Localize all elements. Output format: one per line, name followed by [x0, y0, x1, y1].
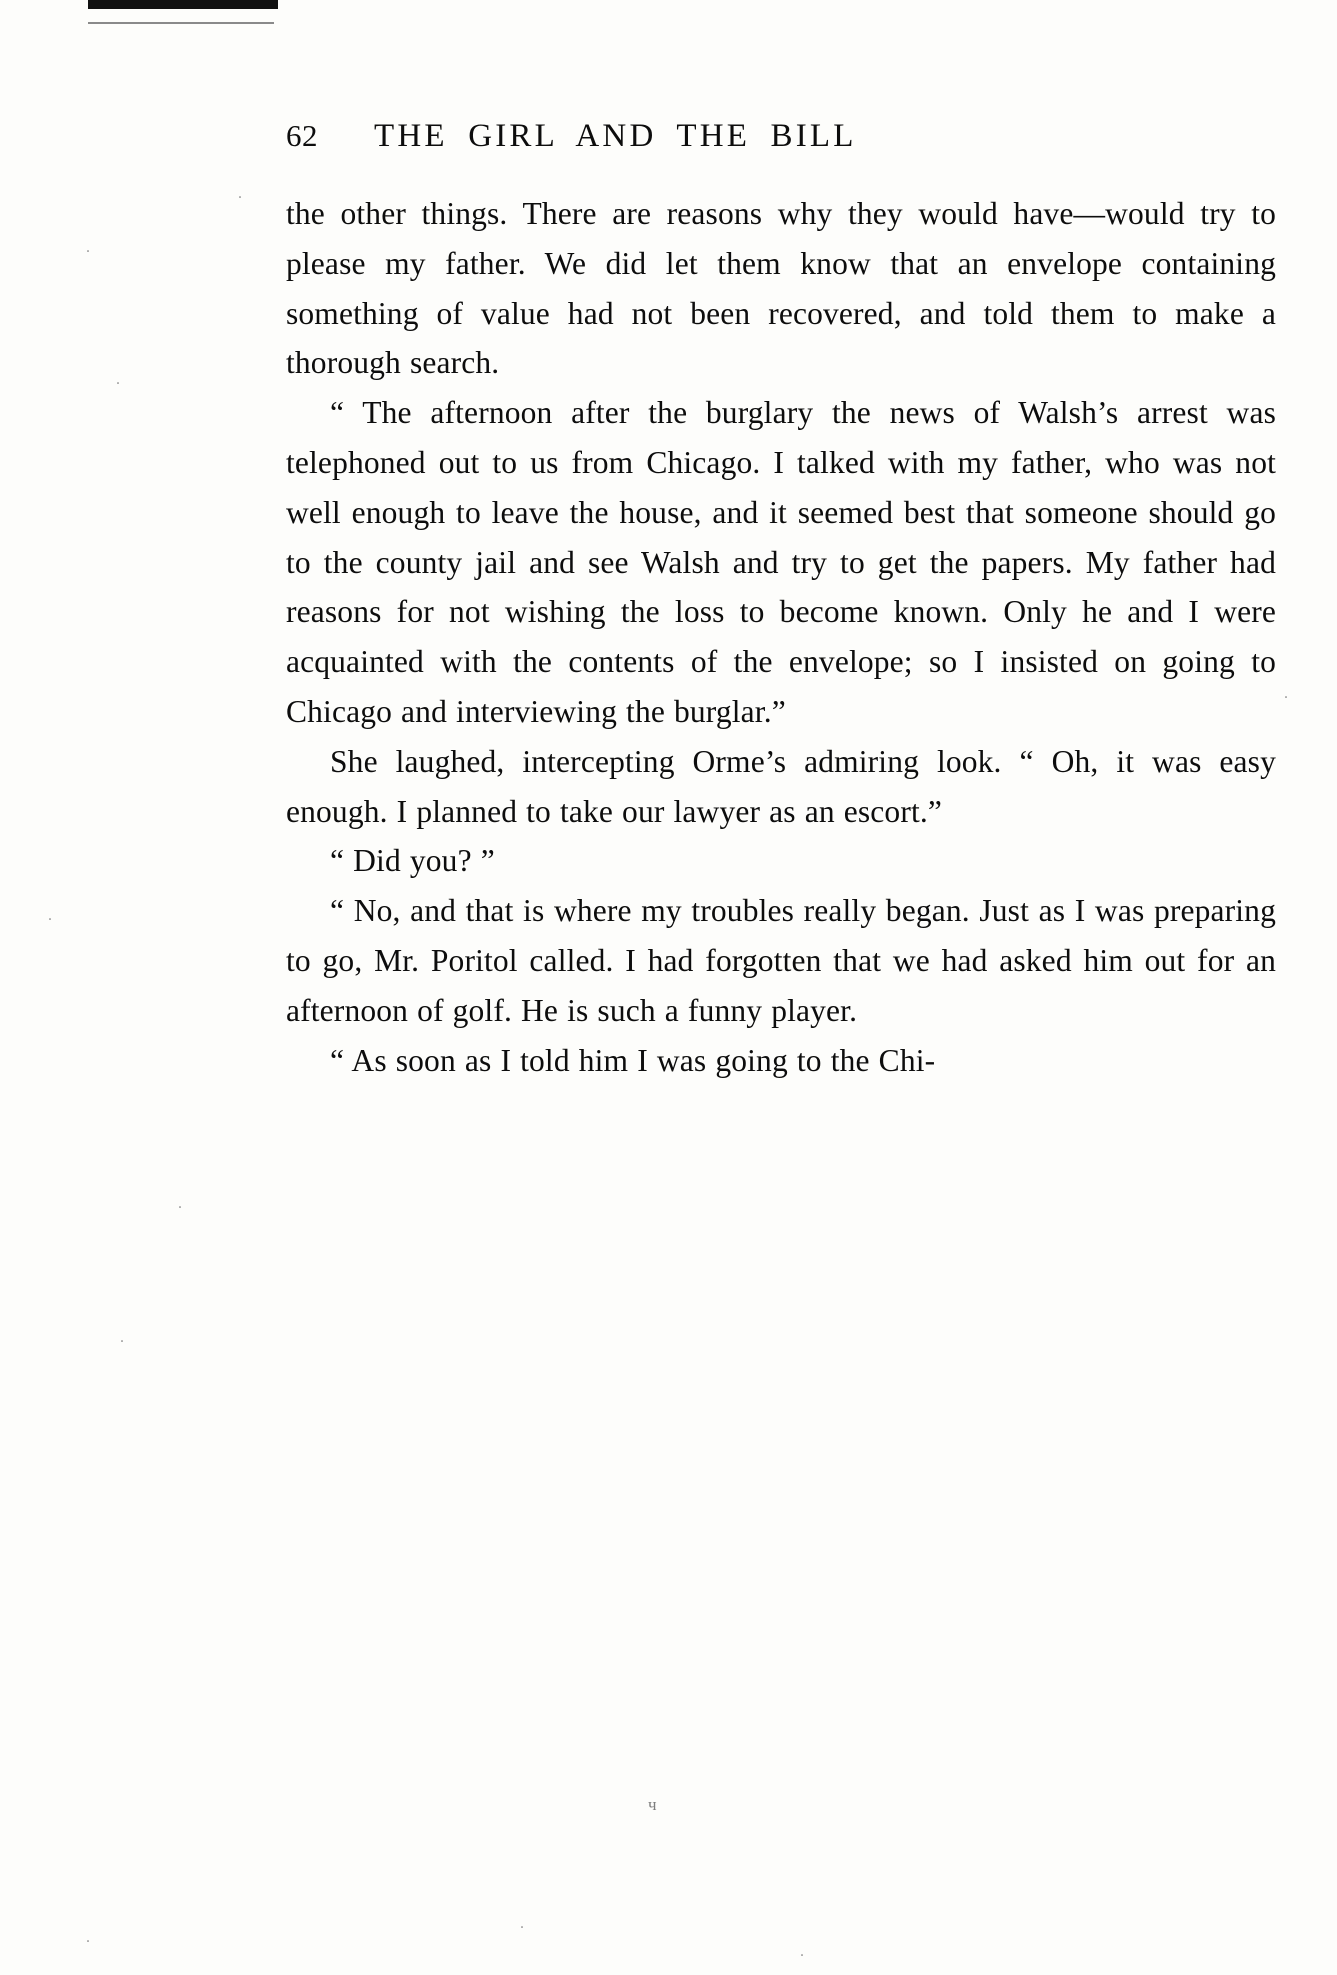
paragraph: “ No, and that is where my troubles really began. Just as I was preparing to go, Mr. Poritol called. I had forgotten that we had asked him out for an afternoon of golf. He is such a funny player. — [286, 893, 1276, 1028]
scan-edge-artifact — [88, 0, 278, 9]
running-head — [286, 118, 1276, 155]
paragraph: “ Did you? ” — [330, 843, 495, 879]
paragraph: “ The afternoon after the burglary the news of Walsh’s arrest was telephoned out to us from Chicago. I talked with my father, who was not well enough to leave the house, and it seemed best that someone should go to the county jail and see Walsh and try to get the papers. My father had reasons for not wishing the loss to become known. Only he and I were acquainted with the contents of the envelope; so I insisted on going to Chicago and interviewing the burglar.” — [286, 395, 1276, 729]
scan-edge-line — [88, 22, 274, 24]
paragraph: the other things. There are reasons why they would have—would try to please my father. We did let them know that an envelope containing something of value had not been recovered, and told them to make a thorough search. — [286, 196, 1276, 381]
footer-mark: ч — [648, 1795, 657, 1814]
paragraph: She laughed, intercepting Orme’s admiring look. “ Oh, it was easy enough. I planned to take our lawyer as an escort.” — [286, 743, 1276, 829]
page-text-block — [286, 118, 1276, 1085]
paragraph: “ As soon as I told him I was going to the Chi- — [330, 1042, 936, 1078]
running-title: THE GIRL AND THE BILL — [374, 118, 857, 154]
page-number: 62 — [286, 118, 318, 153]
